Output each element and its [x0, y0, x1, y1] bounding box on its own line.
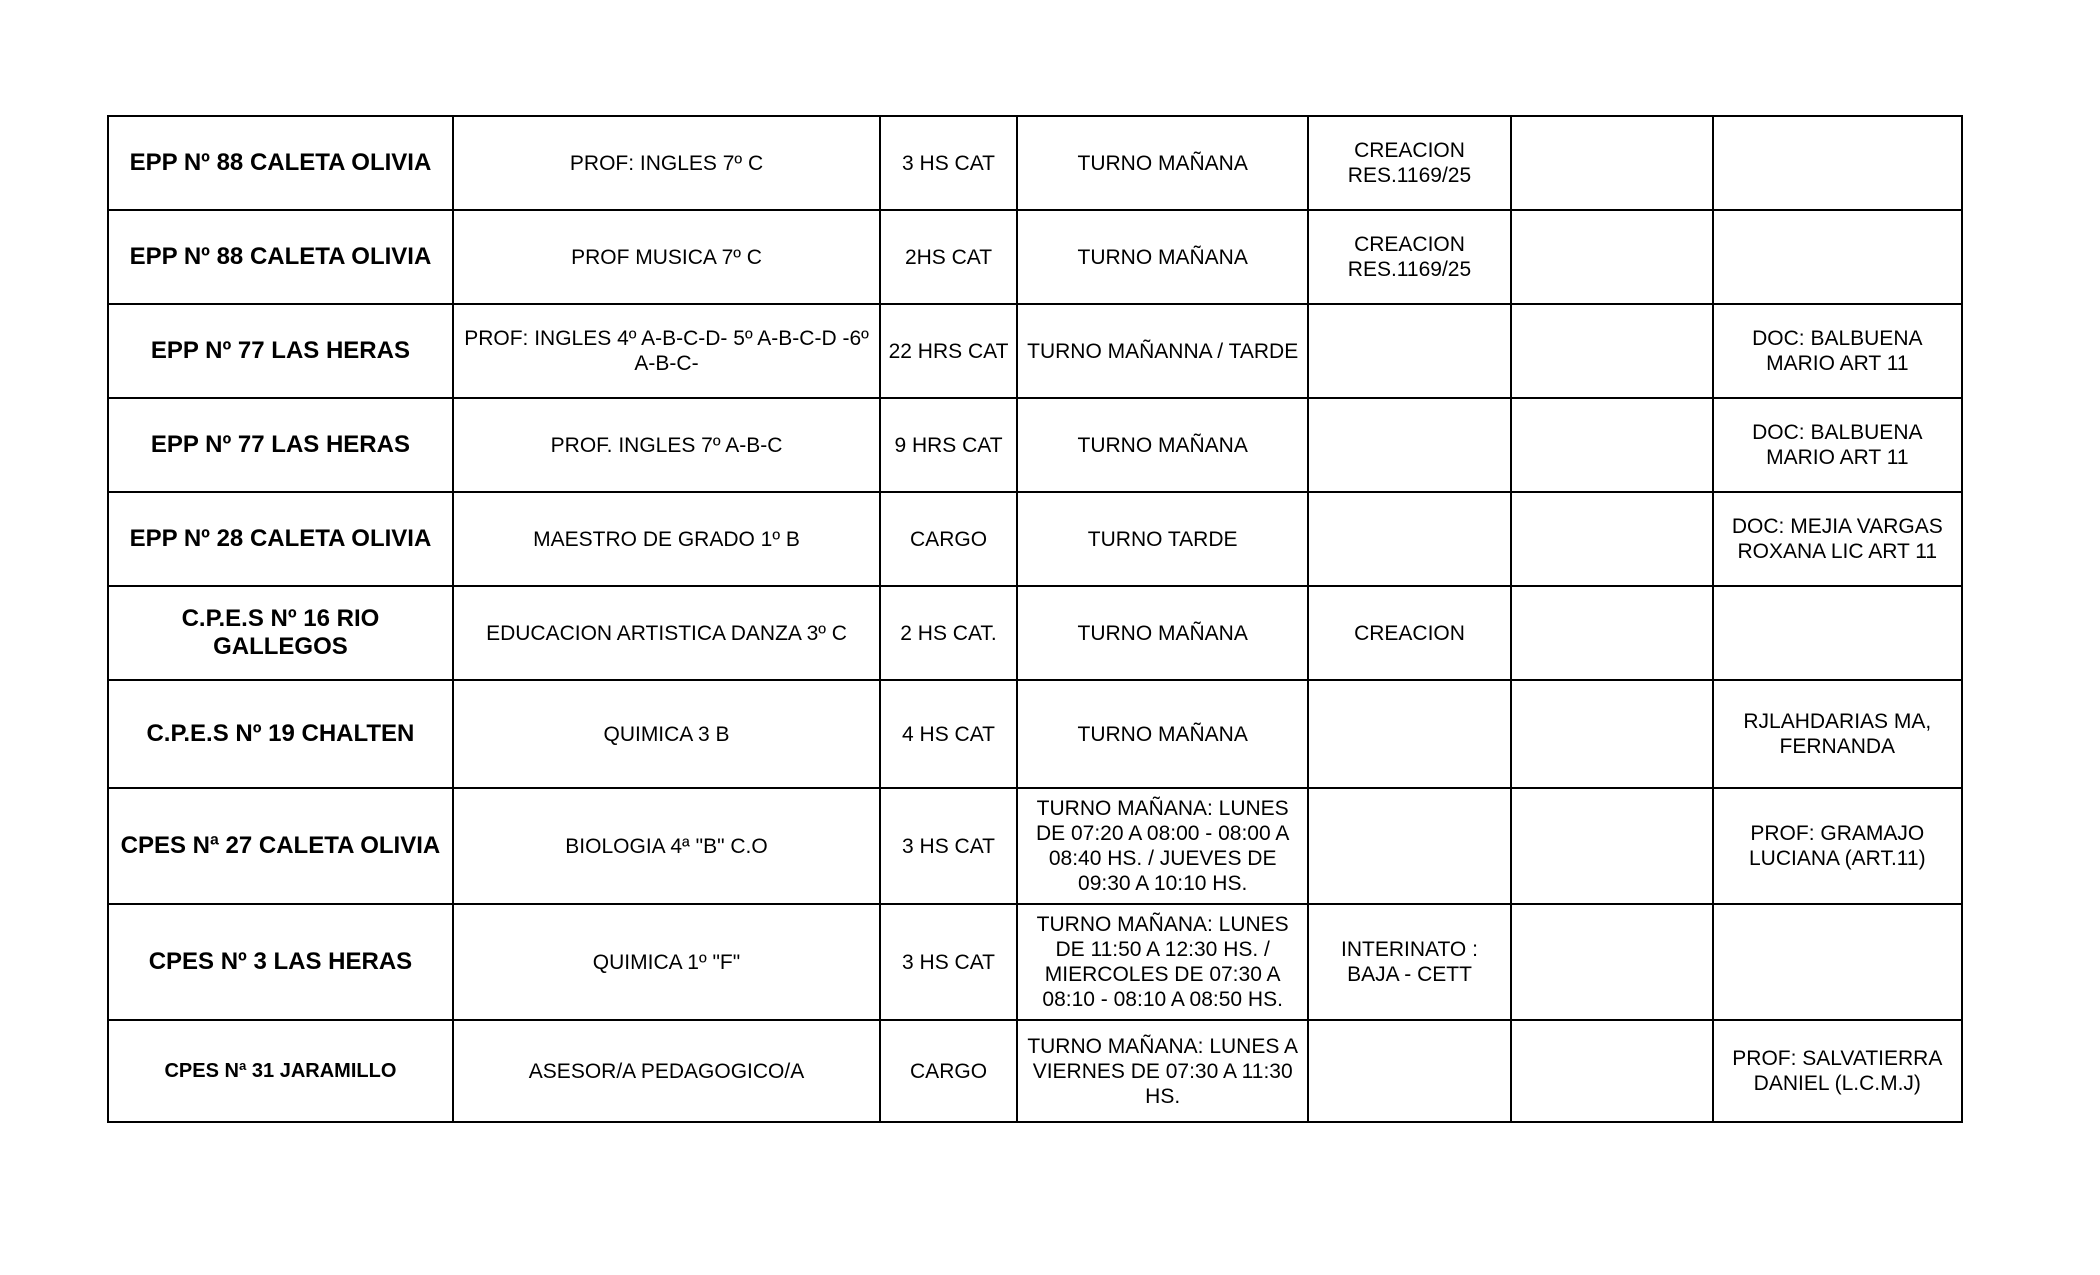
position-cell: ASESOR/A PEDAGOGICO/A	[453, 1020, 880, 1122]
notes-cell: DOC: BALBUENA MARIO ART 11	[1713, 398, 1962, 492]
hours-cell: CARGO	[880, 492, 1017, 586]
position-cell: PROF: INGLES 7º C	[453, 116, 880, 210]
hours-cell: 9 HRS CAT	[880, 398, 1017, 492]
school-cell: CPES Nª 31 JARAMILLO	[108, 1020, 453, 1122]
school-cell: EPP Nº 28 CALETA OLIVIA	[108, 492, 453, 586]
status-cell	[1308, 492, 1510, 586]
notes-cell: PROF: SALVATIERRA DANIEL (L.C.M.J)	[1713, 1020, 1962, 1122]
extra-cell	[1511, 492, 1713, 586]
notes-cell	[1713, 116, 1962, 210]
status-cell	[1308, 304, 1510, 398]
hours-cell: CARGO	[880, 1020, 1017, 1122]
extra-cell	[1511, 304, 1713, 398]
hours-cell: 4 HS CAT	[880, 680, 1017, 788]
table-row	[108, 1020, 1962, 1122]
notes-cell: DOC: MEJIA VARGAS ROXANA LIC ART 11	[1713, 492, 1962, 586]
table-row	[108, 398, 1962, 492]
school-cell: EPP Nº 77 LAS HERAS	[108, 304, 453, 398]
hours-cell: 2HS CAT	[880, 210, 1017, 304]
shift-cell: TURNO MAÑANA	[1017, 680, 1309, 788]
table-row	[108, 210, 1962, 304]
shift-cell: TURNO MAÑANA: LUNES DE 11:50 A 12:30 HS. / MIERCOLES DE 07:30 A 08:10 - 08:10 A 08:50 HS.	[1017, 904, 1309, 1020]
table-row	[108, 680, 1962, 788]
shift-cell: TURNO MAÑANA	[1017, 586, 1309, 680]
hours-cell: 3 HS CAT	[880, 904, 1017, 1020]
hours-cell: 22 HRS CAT	[880, 304, 1017, 398]
position-cell: QUIMICA 1º "F"	[453, 904, 880, 1020]
hours-cell: 3 HS CAT	[880, 788, 1017, 904]
extra-cell	[1511, 680, 1713, 788]
school-cell: EPP Nº 88 CALETA OLIVIA	[108, 116, 453, 210]
extra-cell	[1511, 586, 1713, 680]
shift-cell: TURNO MAÑANNA / TARDE	[1017, 304, 1309, 398]
shift-cell: TURNO MAÑANA: LUNES DE 07:20 A 08:00 - 08:00 A 08:40 HS. / JUEVES DE 09:30 A 10:10 HS.	[1017, 788, 1309, 904]
school-cell: EPP Nº 88 CALETA OLIVIA	[108, 210, 453, 304]
extra-cell	[1511, 788, 1713, 904]
shift-cell: TURNO MAÑANA: LUNES A VIERNES DE 07:30 A 11:30 HS.	[1017, 1020, 1309, 1122]
vacancy-table	[107, 115, 1963, 1123]
position-cell: EDUCACION ARTISTICA DANZA 3º C	[453, 586, 880, 680]
school-cell: C.P.E.S Nº 19 CHALTEN	[108, 680, 453, 788]
position-cell: BIOLOGIA 4ª "B" C.O	[453, 788, 880, 904]
status-cell	[1308, 398, 1510, 492]
extra-cell	[1511, 904, 1713, 1020]
extra-cell	[1511, 398, 1713, 492]
position-cell: PROF. INGLES 7º A-B-C	[453, 398, 880, 492]
table-row	[108, 116, 1962, 210]
status-cell	[1308, 680, 1510, 788]
table-row	[108, 492, 1962, 586]
table-row	[108, 788, 1962, 904]
extra-cell	[1511, 1020, 1713, 1122]
status-cell	[1308, 788, 1510, 904]
hours-cell: 3 HS CAT	[880, 116, 1017, 210]
notes-cell: DOC: BALBUENA MARIO ART 11	[1713, 304, 1962, 398]
table-row	[108, 586, 1962, 680]
school-cell: EPP Nº 77 LAS HERAS	[108, 398, 453, 492]
notes-cell: PROF: GRAMAJO LUCIANA (ART.11)	[1713, 788, 1962, 904]
position-cell: PROF: INGLES 4º A-B-C-D- 5º A-B-C-D -6º A-B-C-	[453, 304, 880, 398]
notes-cell	[1713, 904, 1962, 1020]
status-cell: INTERINATO : BAJA - CETT	[1308, 904, 1510, 1020]
status-cell: CREACION RES.1169/25	[1308, 116, 1510, 210]
shift-cell: TURNO MAÑANA	[1017, 210, 1309, 304]
school-cell: CPES Nº 3 LAS HERAS	[108, 904, 453, 1020]
shift-cell: TURNO TARDE	[1017, 492, 1309, 586]
hours-cell: 2 HS CAT.	[880, 586, 1017, 680]
table-row	[108, 304, 1962, 398]
school-cell: CPES Nª 27 CALETA OLIVIA	[108, 788, 453, 904]
shift-cell: TURNO MAÑANA	[1017, 116, 1309, 210]
status-cell	[1308, 1020, 1510, 1122]
position-cell: PROF MUSICA 7º C	[453, 210, 880, 304]
school-cell: C.P.E.S Nº 16 RIO GALLEGOS	[108, 586, 453, 680]
notes-cell: RJLAHDARIAS MA, FERNANDA	[1713, 680, 1962, 788]
table-row	[108, 904, 1962, 1020]
extra-cell	[1511, 116, 1713, 210]
position-cell: MAESTRO DE GRADO 1º B	[453, 492, 880, 586]
position-cell: QUIMICA 3 B	[453, 680, 880, 788]
notes-cell	[1713, 210, 1962, 304]
status-cell: CREACION RES.1169/25	[1308, 210, 1510, 304]
notes-cell	[1713, 586, 1962, 680]
status-cell: CREACION	[1308, 586, 1510, 680]
extra-cell	[1511, 210, 1713, 304]
shift-cell: TURNO MAÑANA	[1017, 398, 1309, 492]
